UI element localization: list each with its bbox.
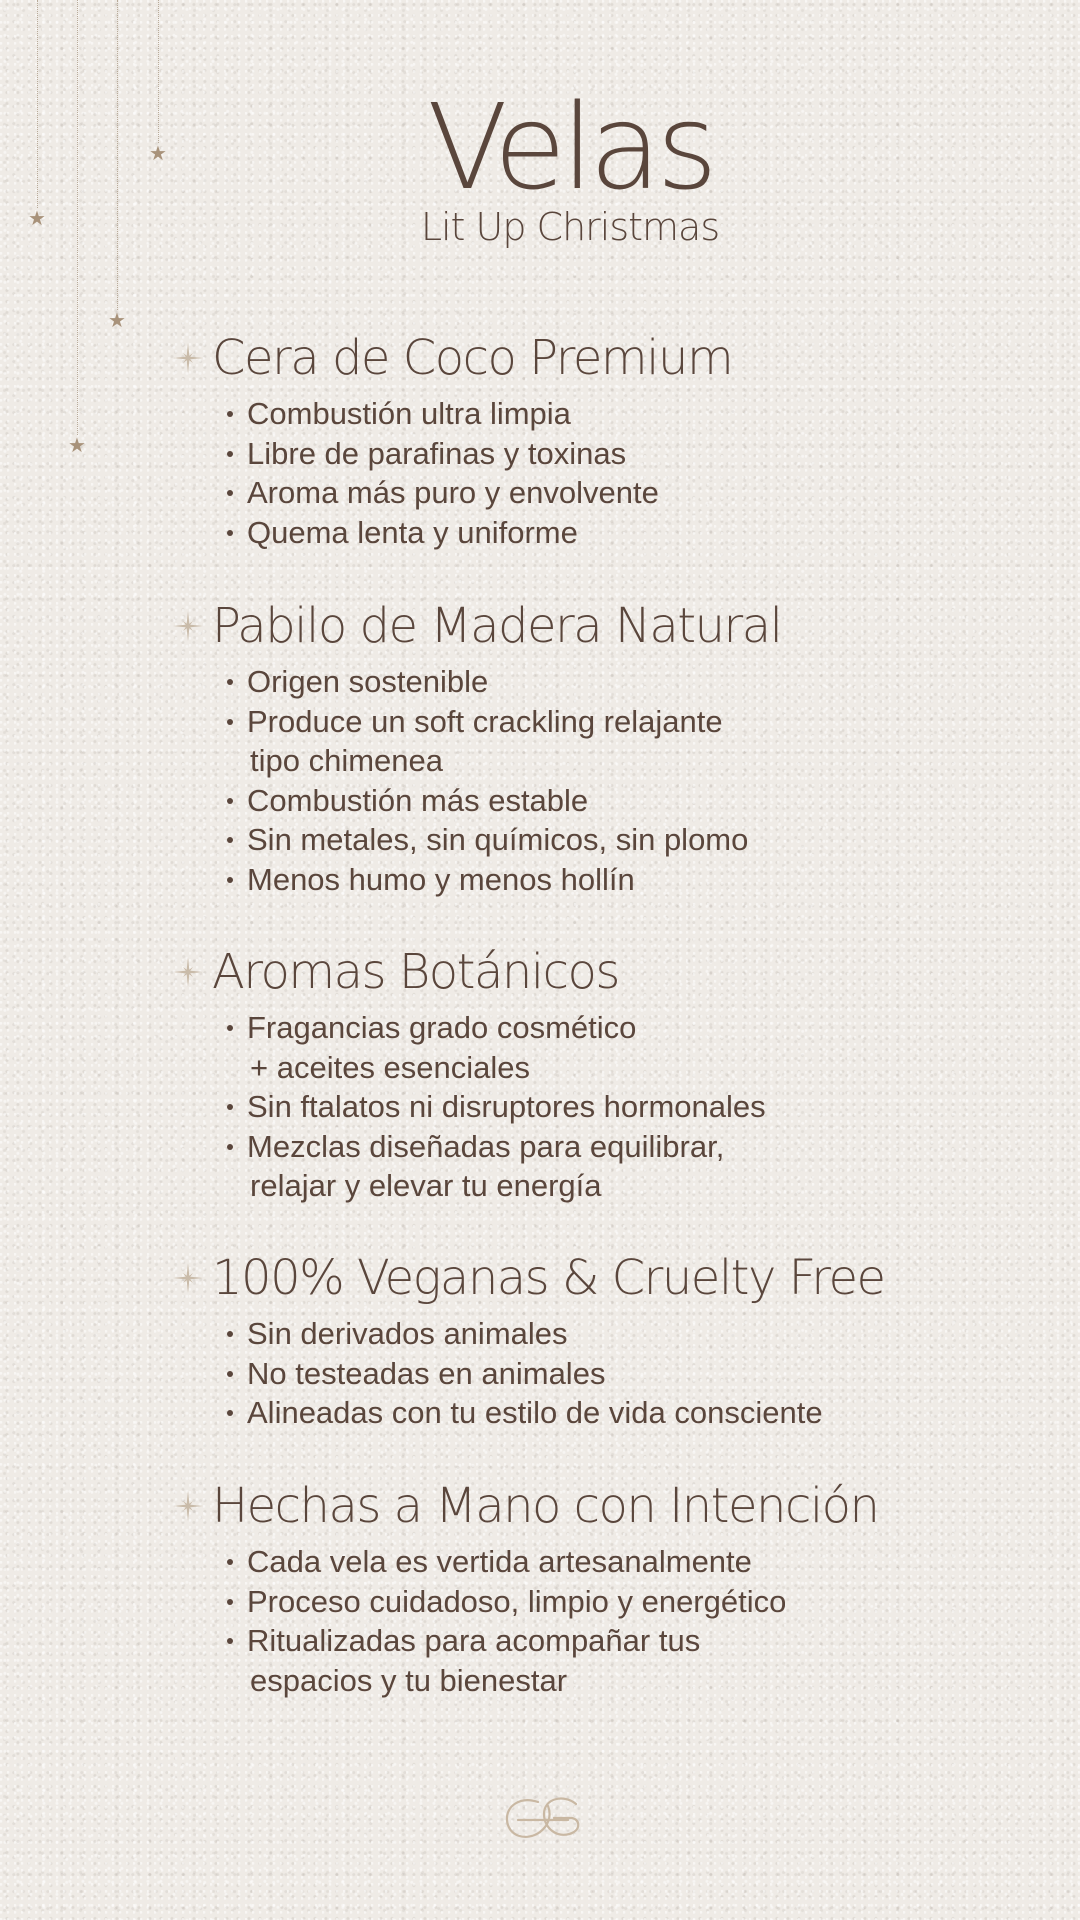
bullet-item bbox=[225, 473, 1036, 513]
bullet-text: Combustión más estable bbox=[247, 782, 589, 818]
bullet-item bbox=[225, 1314, 1036, 1354]
bullet-list bbox=[225, 662, 1036, 899]
bullet-text: Menos humo y menos hollín bbox=[247, 861, 635, 897]
section-heading-text: Cera de Coco Premium bbox=[212, 330, 733, 386]
bullet-item bbox=[225, 1008, 1036, 1087]
bullet-item bbox=[225, 820, 1036, 860]
bullet-text: Mezclas diseñadas para equilibrar, bbox=[247, 1128, 725, 1164]
bullet-text: Ritualizadas para acompañar tus bbox=[247, 1623, 701, 1658]
bullet-list bbox=[225, 1314, 1036, 1433]
section-heading-text: Hechas a Mano con Intención bbox=[212, 1478, 879, 1534]
bullet-text: Fragancias grado cosmético bbox=[247, 1010, 637, 1045]
bullet-item bbox=[225, 1354, 1036, 1394]
bullet-text: Produce un soft crackling relajante bbox=[247, 703, 723, 739]
section-aromas-botanicos bbox=[176, 942, 1036, 1206]
bullet-item bbox=[225, 781, 1036, 821]
sparkle-star-icon bbox=[172, 342, 204, 374]
bullet-item bbox=[225, 662, 1036, 702]
bullet-item bbox=[225, 1582, 1036, 1622]
section-heading-text: Pabilo de Madera Natural bbox=[212, 598, 782, 654]
bullet-text: Origen sostenible bbox=[247, 664, 489, 699]
bullet-text: Sin metales, sin químicos, sin plomo bbox=[247, 822, 749, 857]
bullet-text-continuation: relajar y elevar tu energía bbox=[250, 1168, 602, 1203]
bullet-text: Aroma más puro y envolvente bbox=[247, 475, 659, 510]
bullet-item bbox=[225, 394, 1036, 434]
bullet-list bbox=[225, 394, 1036, 552]
hanging-star-icon: ★ bbox=[149, 141, 167, 165]
section-pabilo-de-madera bbox=[176, 596, 1036, 899]
bullet-item bbox=[225, 1393, 1036, 1433]
page-title: Velas bbox=[427, 78, 713, 216]
section-cera-de-coco bbox=[176, 328, 1036, 552]
section-heading bbox=[176, 1476, 1036, 1536]
page-subtitle: Lit Up Christmas bbox=[420, 205, 720, 249]
hanging-star-icon: ★ bbox=[68, 433, 86, 457]
bullet-text-continuation: tipo chimenea bbox=[250, 743, 444, 778]
section-heading bbox=[176, 328, 1036, 388]
section-veganas-cruelty-free bbox=[176, 1248, 1036, 1433]
sparkle-star-icon bbox=[172, 956, 204, 988]
bullet-text: Combustión ultra limpia bbox=[247, 396, 571, 431]
monogram-logo-icon bbox=[498, 1790, 584, 1850]
bullet-item bbox=[225, 860, 1036, 900]
bullet-item bbox=[225, 702, 1036, 781]
section-hechas-a-mano bbox=[176, 1476, 1036, 1700]
bullet-text-continuation: espacios y tu bienestar bbox=[250, 1662, 568, 1698]
sparkle-star-icon bbox=[172, 1262, 204, 1294]
bullet-text-continuation: + aceites esenciales bbox=[250, 1049, 531, 1085]
section-heading bbox=[176, 596, 1036, 656]
bullet-text: Alineadas con tu estilo de vida consciente bbox=[247, 1395, 823, 1430]
section-heading bbox=[176, 1248, 1036, 1308]
bullet-text: Cada vela es vertida artesanalmente bbox=[247, 1544, 752, 1579]
bullet-item bbox=[225, 1127, 1036, 1206]
hanging-star-icon: ★ bbox=[28, 206, 46, 230]
bullet-text: Quema lenta y uniforme bbox=[247, 514, 578, 550]
section-heading-text: Aromas Botánicos bbox=[212, 944, 619, 1000]
bullet-item bbox=[225, 1087, 1036, 1127]
bullet-list bbox=[225, 1008, 1036, 1206]
hanging-star-icon: ★ bbox=[108, 308, 126, 332]
sparkle-star-icon bbox=[172, 1490, 204, 1522]
bullet-text: Sin derivados animales bbox=[247, 1316, 568, 1351]
bullet-text: Libre de parafinas y toxinas bbox=[247, 435, 627, 471]
bullet-text: Proceso cuidadoso, limpio y energético bbox=[247, 1583, 787, 1619]
bullet-item bbox=[225, 513, 1036, 553]
bullet-item bbox=[225, 1542, 1036, 1582]
bullet-text: No testeadas en animales bbox=[247, 1355, 606, 1391]
sparkle-star-icon bbox=[172, 610, 204, 642]
section-heading bbox=[176, 942, 1036, 1002]
bullet-text: Sin ftalatos ni disruptores hormonales bbox=[247, 1089, 766, 1124]
bullet-list bbox=[225, 1542, 1036, 1700]
bullet-item bbox=[225, 434, 1036, 474]
section-heading-text: 100% Veganas & Cruelty Free bbox=[212, 1250, 885, 1306]
bullet-item bbox=[225, 1621, 1036, 1700]
